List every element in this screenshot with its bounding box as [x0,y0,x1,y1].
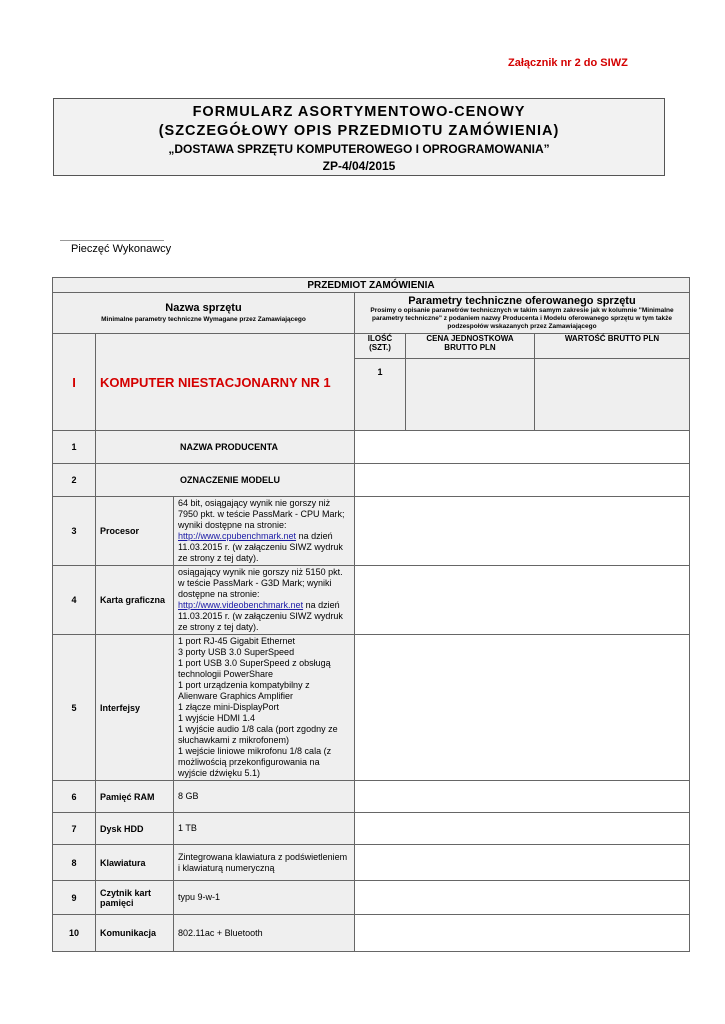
item-name: KOMPUTER NIESTACJONARNY NR 1 [96,334,355,431]
params-subtitle: Prosimy o opisanie parametrów technicznych w takim samym zakresie jak w kolumnie "Minimalne parametry techniczne" z podaniem nazwy Producenta i Modelu oferowanego sprzętu w tym także podzespołów wskazanych przez Zamawiającego [370,307,674,330]
title-line-2: (SZCZEGÓŁOWY OPIS PRZEDMIOTU ZAMÓWIENIA) [158,123,560,139]
table-row [53,915,690,952]
table-row [53,566,690,635]
row-spec: 802.11ac + Bluetooth [174,915,355,952]
row-spec: 8 GB [174,781,355,813]
row-offer-input[interactable] [355,497,690,566]
table-row [53,464,690,497]
row-offer-input[interactable] [355,431,690,464]
nazwa-title: Nazwa sprzętu [165,302,242,314]
row-offer-input[interactable] [355,915,690,952]
row-number: 10 [53,915,96,952]
unit-price-input[interactable] [406,359,535,431]
row-spec: 1 port RJ-45 Gigabit Ethernet 3 porty USB 3.0 SuperSpeed 1 port USB 3.0 SuperSpeed z obsługą technologii PowerShare 1 port urządzenia kompatybilny z Alienware Graphics Amplifier 1 złącze mini-DisplayPort 1 wyjście HDMI 1.4 1 wyjście audio 1/8 cala (port zgodny ze słuchawkami z mikrofonem) 1 wejście liniowe mikrofonu 1/8 cala (z możliwością przekonfigurowania na wyjście dźwięku 5.1) [174,635,355,781]
row-spec: Zintegrowana klawiatura z podświetleniem i klawiaturą numeryczną [174,845,355,881]
item-qty: 1 [355,359,406,431]
row-label: Interfejsy [96,635,174,781]
col-qty-header: ILOŚĆ (SZT.) [355,334,406,359]
videobenchmark-link[interactable]: http://www.videobenchmark.net [178,600,304,610]
title-line-1: FORMULARZ ASORTYMENTOWO-CENOWY [192,104,526,120]
row-number: 4 [53,566,96,635]
title-box [53,98,665,176]
row-spec: 64 bit, osiągający wynik nie gorszy niż 7950 pkt. w teście PassMark - CPU Mark; wyniki dostępne na stronie: http://www.cpubenchmark.net na dzień 11.03.2015 r. (w załączeniu SIWZ wydruk ze strony z tej daty). [174,497,355,566]
table-row [53,781,690,813]
row-number: 1 [53,431,96,464]
row-label: OZNACZENIE MODELU [96,464,355,497]
title-line-3: „DOSTAWA SPRZĘTU KOMPUTEROWEGO I OPROGRAMOWANIA” [168,142,550,156]
row-label: Klawiatura [96,845,174,881]
row-number: 5 [53,635,96,781]
params-header-cell [355,293,690,334]
table-row [53,497,690,566]
row-spec: osiągający wynik nie gorszy niż 5150 pkt. w teście PassMark - G3D Mark; wyniki dostępne na stronie: http://www.videobenchmark.net na dzień 11.03.2015 r. (w załączeniu SIWZ wydruk ze strony z tej daty). [174,566,355,635]
table-header: PRZEDMIOT ZAMÓWIENIA [53,278,690,293]
table-row [53,635,690,781]
row-offer-input[interactable] [355,464,690,497]
row-number: 9 [53,881,96,915]
row-offer-input[interactable] [355,845,690,881]
table-row [53,881,690,915]
row-number: 6 [53,781,96,813]
nazwa-header-cell [53,293,355,334]
row-number: 7 [53,813,96,845]
row-label: Karta graficzna [96,566,174,635]
params-title: Parametry techniczne oferowanego sprzętu [408,295,636,307]
row-label: NAZWA PRODUCENTA [96,431,355,464]
row-number: 3 [53,497,96,566]
table-row [53,845,690,881]
col-value-header: WARTOŚĆ BRUTTO PLN [535,334,690,359]
value-input[interactable] [535,359,690,431]
table-row [53,813,690,845]
stamp-label: Pieczęć Wykonawcy [71,243,172,255]
order-table [52,277,690,952]
col-unit-price-header: CENA JEDNOSTKOWA BRUTTO PLN [406,334,535,359]
item-number: I [53,334,96,431]
row-offer-input[interactable] [355,566,690,635]
cpubenchmark-link[interactable]: http://www.cpubenchmark.net [178,531,297,541]
nazwa-subtitle: Minimalne parametry techniczne Wymagane przez Zamawiającego [101,316,306,323]
title-line-4: ZP-4/04/2015 [322,159,396,173]
row-label: Czytnik kart pamięci [96,881,174,915]
row-offer-input[interactable] [355,813,690,845]
row-number: 2 [53,464,96,497]
row-offer-input[interactable] [355,881,690,915]
row-offer-input[interactable] [355,635,690,781]
row-spec: typu 9-w-1 [174,881,355,915]
row-label: Dysk HDD [96,813,174,845]
row-number: 8 [53,845,96,881]
table-row [53,431,690,464]
row-label: Procesor [96,497,174,566]
row-label: Komunikacja [96,915,174,952]
row-label: Pamięć RAM [96,781,174,813]
row-offer-input[interactable] [355,781,690,813]
annex-label: Załącznik nr 2 do SIWZ [508,57,628,69]
row-spec: 1 TB [174,813,355,845]
stamp-line [60,240,164,241]
